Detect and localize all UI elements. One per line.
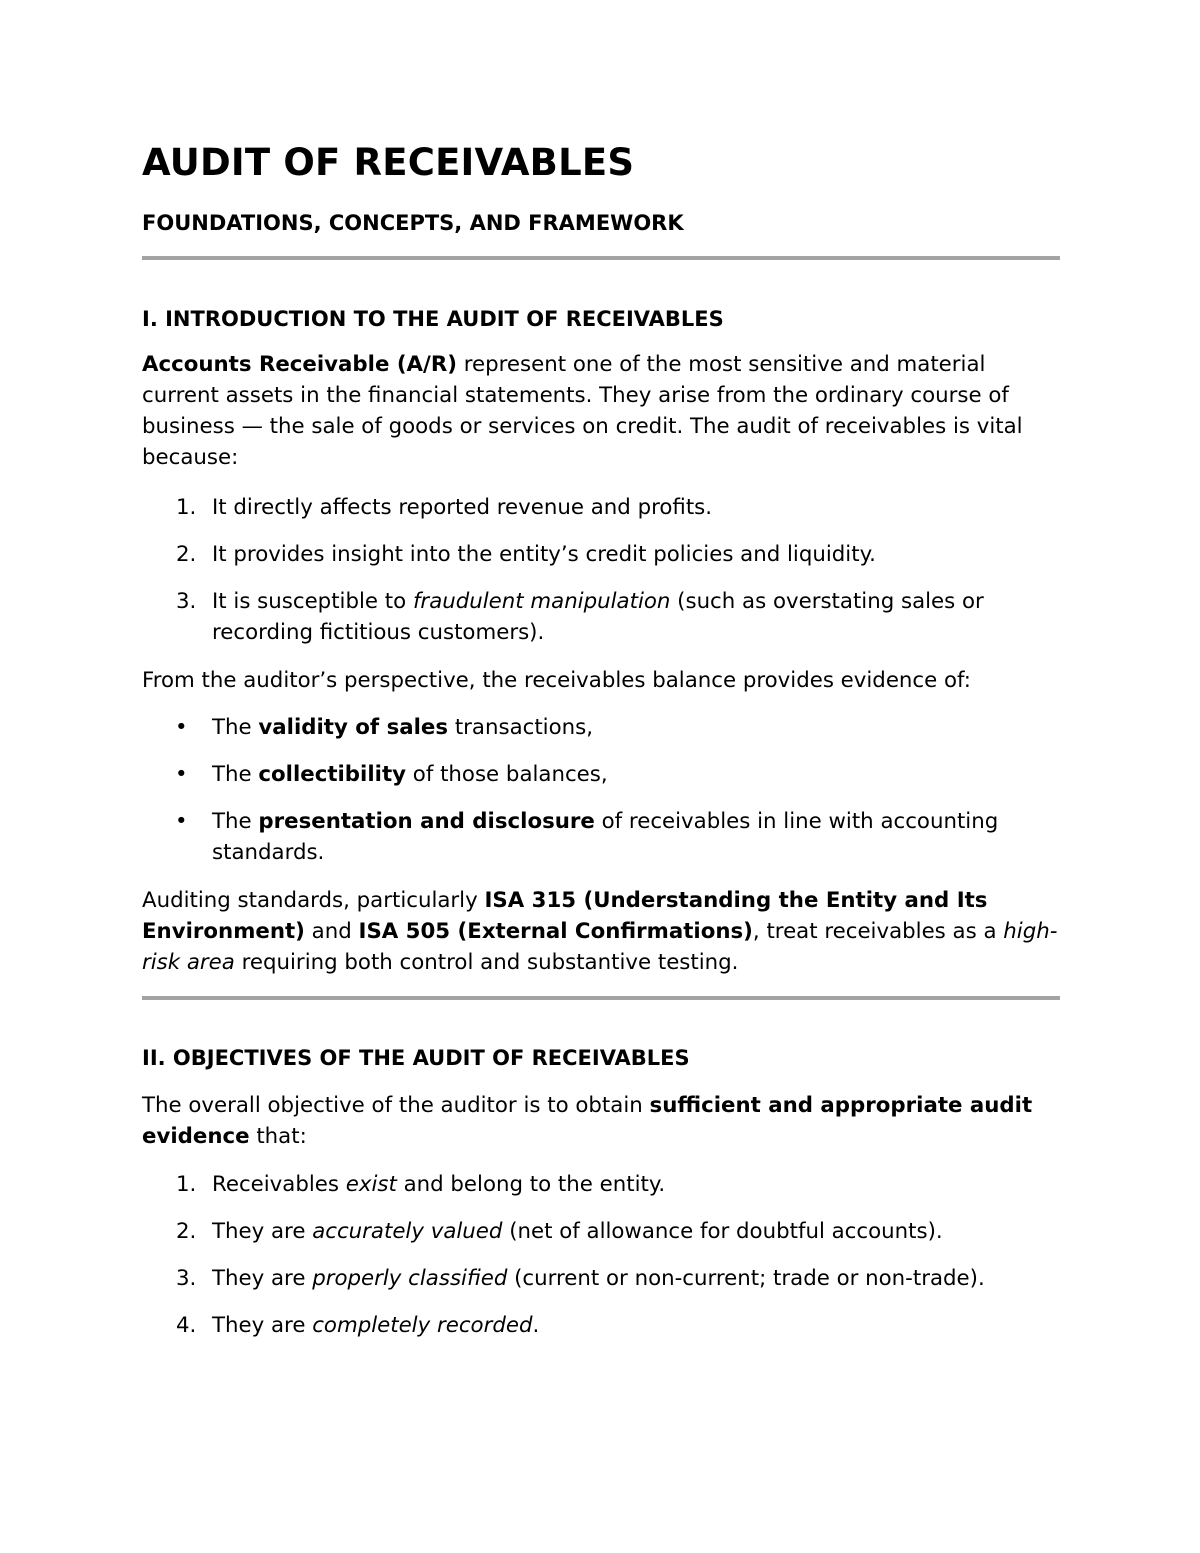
list-item-text: (net of allowance for doubtful accounts). <box>502 1219 943 1244</box>
list-item <box>142 1216 1060 1247</box>
list-item-text: The <box>212 809 259 834</box>
objectives-intro-paragraph <box>142 1090 1060 1152</box>
list-item-text: They are <box>212 1313 313 1338</box>
list-item-text: of receivables in line with accounting standards. <box>212 809 999 865</box>
list-item-text: . <box>532 1313 540 1338</box>
document-title: AUDIT OF RECEIVABLES <box>142 141 635 184</box>
list-number: 1. <box>176 495 197 520</box>
perspective-paragraph: From the auditor’s perspective, the receivables balance provides evidence of: <box>142 668 971 693</box>
strong-presentation-and-disclosure: presentation and disclosure <box>258 809 595 834</box>
emphasis-completely-recorded: completely recorded <box>312 1313 533 1338</box>
list-item-text: It provides insight into the entity’s credit policies and liquidity. <box>212 542 876 567</box>
strong-sufficient-audit-evidence: sufficient and appropriate audit evidence <box>142 1093 1033 1149</box>
objectives-intro-text: that: <box>249 1124 307 1149</box>
emphasis-exist: exist <box>345 1172 397 1197</box>
list-item <box>142 806 1060 868</box>
list-item <box>142 492 1060 523</box>
evidence-list <box>142 712 1060 884</box>
document-subtitle: FOUNDATIONS, CONCEPTS, AND FRAMEWORK <box>142 211 684 235</box>
list-item-text: (such as overstating sales or recording fictitious customers). <box>212 589 984 645</box>
list-item-text: Receivables <box>212 1172 346 1197</box>
emphasis-high-risk-area: high-risk area <box>142 919 1058 975</box>
horizontal-rule <box>142 256 1060 260</box>
list-item <box>142 1169 1060 1200</box>
strong-validity-of-sales: validity of sales <box>258 715 449 740</box>
list-item-text: They are <box>212 1266 313 1291</box>
emphasis-accurately-valued: accurately valued <box>312 1219 503 1244</box>
standards-text: , treat receivables as a <box>752 919 1004 944</box>
standards-paragraph <box>142 885 1060 978</box>
list-number: 2. <box>176 1219 197 1244</box>
reasons-list <box>142 492 1060 664</box>
list-item-text: (current or non-current; trade or non-trade). <box>507 1266 985 1291</box>
list-number: 3. <box>176 589 197 614</box>
list-item <box>142 1310 1060 1341</box>
section-heading-introduction: I. INTRODUCTION TO THE AUDIT OF RECEIVABLES <box>142 307 724 331</box>
bullet-icon: • <box>175 715 188 740</box>
objectives-list <box>142 1169 1060 1357</box>
intro-paragraph <box>142 349 1060 473</box>
standards-text: requiring both control and substantive testing. <box>234 950 739 975</box>
emphasis-fraudulent-manipulation: fraudulent manipulation <box>412 589 671 614</box>
list-item <box>142 712 1060 743</box>
list-number: 3. <box>176 1266 197 1291</box>
section-heading-objectives: II. OBJECTIVES OF THE AUDIT OF RECEIVABLES <box>142 1046 690 1070</box>
list-item-text: transactions, <box>448 715 593 740</box>
list-item-text: The <box>212 762 259 787</box>
standards-text: and <box>304 919 359 944</box>
objectives-intro-text: The overall objective of the auditor is to obtain <box>142 1093 650 1118</box>
list-item-text: They are <box>212 1219 313 1244</box>
list-item <box>142 539 1060 570</box>
list-number: 4. <box>176 1313 197 1338</box>
strong-collectibility: collectibility <box>258 762 407 787</box>
list-item-text: It directly affects reported revenue and profits. <box>212 495 713 520</box>
bullet-icon: • <box>175 809 188 834</box>
list-item <box>142 759 1060 790</box>
strong-isa-315: ISA 315 (Understanding the Entity and Its Environment) <box>142 888 988 944</box>
list-item-text: It is susceptible to <box>212 589 413 614</box>
term-accounts-receivable: Accounts Receivable (A/R) <box>142 352 457 377</box>
intro-text: represent one of the most sensitive and material current assets in the financial statements. They arise from the ordinary course of business — the sale of goods or services on credit. The audit of receivables is vital because: <box>142 352 1023 470</box>
bullet-icon: • <box>175 762 188 787</box>
emphasis-properly-classified: properly classified <box>312 1266 508 1291</box>
list-item <box>142 586 1060 648</box>
list-item <box>142 1263 1060 1294</box>
standards-text: Auditing standards, particularly <box>142 888 485 913</box>
strong-isa-505: ISA 505 (External Confirmations) <box>358 919 753 944</box>
horizontal-rule <box>142 996 1060 1000</box>
list-item-text: and belong to the entity. <box>396 1172 666 1197</box>
list-number: 1. <box>176 1172 197 1197</box>
list-item-text: of those balances, <box>406 762 608 787</box>
list-number: 2. <box>176 542 197 567</box>
list-item-text: The <box>212 715 259 740</box>
